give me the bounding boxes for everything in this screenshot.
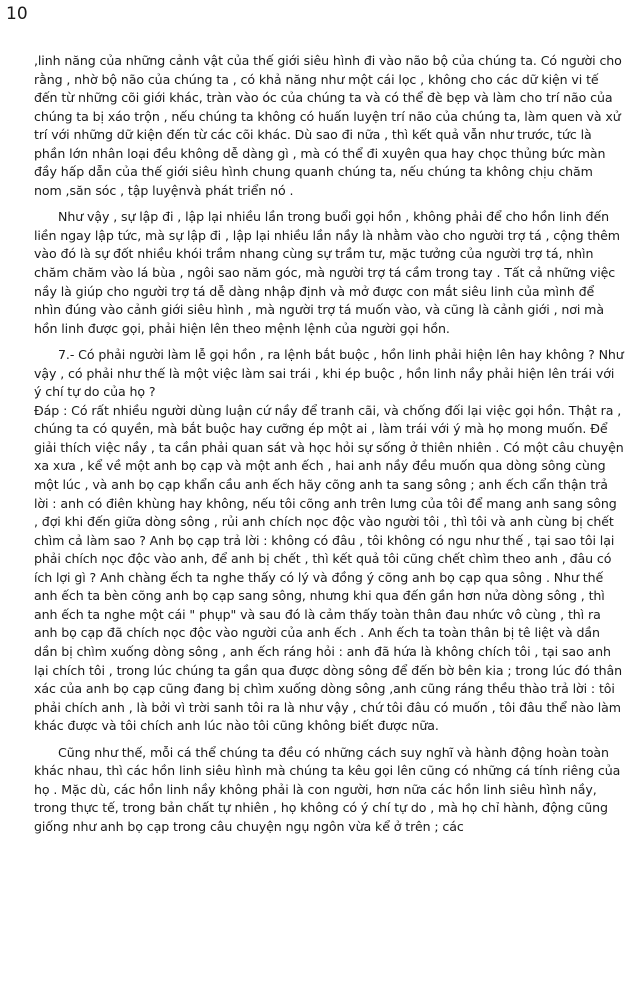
- paragraph: Như vậy , sự lập đi , lập lại nhiều lần trong buổi gọi hồn , không phải để cho hồn linh đến liền ngay lập tức, mà sự lập đi , lập lại nhiều lần nầy là nhằm vào cho người trợ tá , cộng thêm vào đó là sự đốt nhiều khói trầm nhang cùng sự trầm tư, mặc tưởng của người trợ tá, nhìn chăm chăm vào lá bùa , ngôi sao năm góc, mà người trợ tá cầm trong tay . Tất cả những việc nầy là giúp cho người trợ tá dễ dàng nhập định và mở được con mắt siêu linh của mình để nhìn đúng vào cảnh giới siêu hình , mà người trợ tá muốn vào, và cũng là cảnh giới , nơi mà hồn linh được gọi, phải hiện lên theo mệnh lệnh của người gọi hồn.: [34, 209, 620, 336]
- paragraph: ,linh năng của những cảnh vật của thế giới siêu hình đi vào não bộ của chúng ta. Có người cho rằng , nhờ bộ não của chúng ta , có khả năng như một cái lọc , không cho các dữ kiện vi tế đến từ những cõi giới khác, tràn vào óc của chúng ta và có thể đè bẹp và làm cho trí não của chúng ta bị xáo trộn , nếu chúng ta không có huấn luyện trí não của chúng ta, làm quen và xử trí với những dữ kiện đến từ các cõi khác. Dù sao đi nữa , thì kết quả vẫn như trước, tức là phần lớn nhân loại đều không dễ dàng gì , mà có thể đi xuyên qua hay chọc thủng bức màn đầy hấp dẫn của thế giới siêu hình chung quanh chúng ta, nếu chúng ta không chịu chăm nom ,săn sóc , tập luyệnvà phát triển nó .: [34, 53, 622, 198]
- paragraph: Cũng như thế, mỗi cá thể chúng ta đều có những cách suy nghĩ và hành động hoàn toàn khác nhau, thì các hồn linh siêu hình mà chúng ta kêu gọi lên cũng có những cá tính riêng của họ . Mặc dù, các hồn linh nầy không phải là con người, hơn nữa các hồn linh siêu hình nầy, trong thực tế, trong bản chất tự nhiên , họ không có ý chí tự do , mà họ chỉ hành, động cũng giống như anh bọ cạp trong câu chuyện ngụ ngôn vừa kể ở trên ; các: [34, 744, 621, 834]
- body-text: [34, 52, 624, 836]
- page-number: 10: [6, 4, 28, 24]
- paragraph: 7.- Có phải người làm lễ gọi hồn , ra lệnh bắt buộc , hồn linh phải hiện lên hay không ? Như vậy , có phải như thế là một việc làm sai trái , khi ép buộc , hồn linh nầy phải hiện lên trái với ý chí tự do của họ ?: [34, 347, 624, 400]
- paragraph: Đáp : Có rất nhiều người dùng luận cứ nầy để tranh cãi, và chống đối lại việc gọi hồn. Thật ra , chúng ta có quyền, mà bắt buộc hay cưỡng ép một ai , làm trái với ý mà họ mong muốn. Để giải thích việc nầy , ta cần phải quan sát và học hỏi sự sống ở thiên nhiên . Có một câu chuyện xa xưa , kể về một anh bọ cạp và một anh ếch , hai anh nầy đều muốn qua dòng sông cùng một lúc , và anh bọ cạp khẩn cầu anh ếch hãy cõng anh ta sang sông ; anh ếch cẩn thận trả lời : anh có điên khùng hay không, nếu tôi cõng anh trên lưng của tôi để mang anh sang sông , đợi khi đến giữa dòng sông , rủi anh chích nọc độc vào người tôi , thì tôi và anh cùng bị chết chìm cả làm sao ? Anh bọ cạp trả lời : không có đâu , tôi không có ngu như thế , tại sao tôi lại phải chích nọc độc vào anh, để anh bị chết , thì kết quả tôi cũng chết chìm theo anh , đâu có ích lợi gì ? Anh chàng ếch ta nghe thấy có lý và đồng ý cõng anh bọ cạp qua sông . Như thế anh ếch ta bèn cõng anh bọ cạp sang sông, nhưng khi qua đến gần hơn nửa dòng sông , thì anh ếch ta nghe một cái " phụp" và sau đó là cảm thấy toàn thân đau nhức vô cùng , thì ra anh bọ cạp đã chích nọc độc vào người của anh ếch . Anh ếch ta toàn thân bị tê liệt và dần dần bị chìm xuống dòng sông , anh ếch ráng hỏi : anh đã hứa là không chích tôi , tại sao anh lại chích tôi , trong lúc chúng ta gần qua được dòng sông để đến bờ bên kia ; trong lúc đó thân xác của anh bọ cạp cũng đang bị chìm xuống dòng sông ,anh cũng ráng thều thào trả lời : tôi phải chích anh , là bởi vì trời sanh tôi ra là như vậy , chứ tôi đâu có muốn , tôi đâu thể nào làm khác được và tôi chích anh lúc nào tôi cũng không biết được nữa.: [34, 402, 624, 734]
